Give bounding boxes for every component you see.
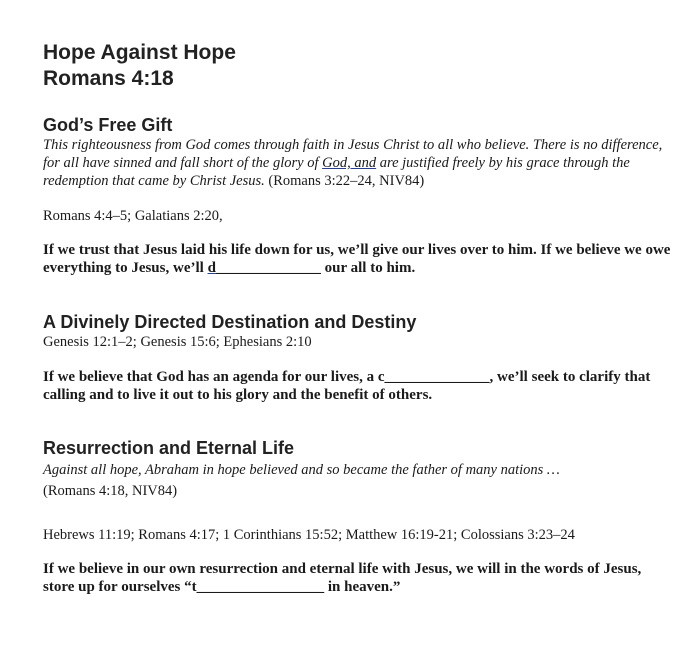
section-3-fill-in <box>43 560 673 596</box>
quote-text-a: This righteousness from God comes through faith in Jesus Christ to all who believe. There is no difference, for all have sinned and fall short of the glory of <box>43 137 663 171</box>
section-1-quote <box>43 136 673 190</box>
section-3-quote-reference: (Romans 4:18, NIV84) <box>43 483 178 499</box>
fill-text-b: , we’ll seek to clarify that calling and to live it out to his glory and the benefit of others. <box>43 369 651 403</box>
fill-blank: ______________ <box>384 369 490 385</box>
quote-text-b: are justified freely by his grace through the redemption that came by Christ Jesus. <box>43 155 630 189</box>
section-1-heading: God’s Free Gift <box>43 115 173 135</box>
section-3-references: Hebrews 11:19; Romans 4:17; 1 Corinthians 15:52; Matthew 16:19-21; Colossians 3:23–24 <box>43 527 575 543</box>
document-page <box>43 40 673 596</box>
section-divinely-directed <box>43 311 673 404</box>
fill-text-a: If we believe in our own resurrection and eternal life with Jesus, we will in the words of Jesus, store up for ourselves “t <box>43 561 642 595</box>
title-line-1: Hope Against Hope <box>43 41 236 64</box>
section-2-references: Genesis 12:1–2; Genesis 15:6; Ephesians 2:10 <box>43 334 312 350</box>
section-1-references: Romans 4:4–5; Galatians 2:20, <box>43 208 223 224</box>
section-resurrection <box>43 437 673 596</box>
section-3-heading: Resurrection and Eternal Life <box>43 438 295 458</box>
fill-letter: d <box>207 260 216 276</box>
section-3-quote: Against all hope, Abraham in hope believed and so became the father of many nations … <box>43 462 560 478</box>
quote-underlined-text: God, and <box>322 155 377 171</box>
quote-reference: (Romans 3:22–24, NIV84) <box>264 173 425 189</box>
section-2-fill-in <box>43 368 673 404</box>
fill-text-b: in heaven.” <box>324 579 401 595</box>
document-title <box>43 40 673 92</box>
fill-text-a: If we trust that Jesus laid his life down for us, we’ll give our lives over to him. If we believe we owe everything to Jesus, we’ll <box>43 242 671 276</box>
section-1-fill-in <box>43 241 673 277</box>
section-gods-free-gift <box>43 114 673 277</box>
fill-blank: _________________ <box>196 579 325 595</box>
fill-text-b: our all to him. <box>320 260 416 276</box>
fill-text-a: If we believe that God has an agenda for our lives, a c <box>43 369 385 385</box>
fill-blank: ______________ <box>215 260 321 276</box>
section-2-heading: A Divinely Directed Destination and Destiny <box>43 312 417 332</box>
title-line-2: Romans 4:18 <box>43 67 174 90</box>
